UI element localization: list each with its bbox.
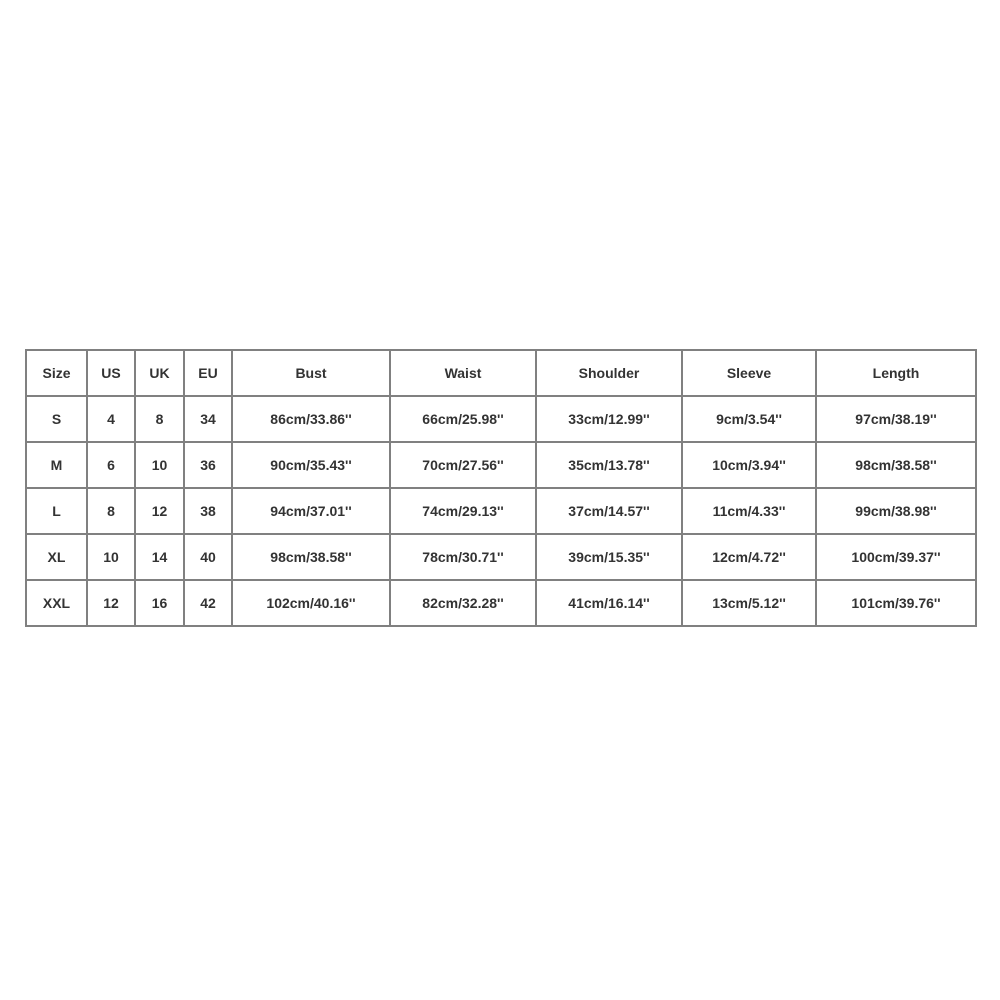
cell-length: 101cm/39.76'' (816, 580, 976, 626)
cell-shoulder: 35cm/13.78'' (536, 442, 682, 488)
cell-length: 97cm/38.19'' (816, 396, 976, 442)
table-row (26, 396, 976, 442)
cell-sleeve: 10cm/3.94'' (682, 442, 816, 488)
cell-length: 99cm/38.98'' (816, 488, 976, 534)
cell-uk: 10 (135, 442, 184, 488)
header-sleeve: Sleeve (682, 350, 816, 396)
table-row (26, 534, 976, 580)
cell-size: M (26, 442, 87, 488)
cell-us: 12 (87, 580, 135, 626)
table-row (26, 442, 976, 488)
cell-uk: 12 (135, 488, 184, 534)
cell-eu: 38 (184, 488, 232, 534)
header-waist: Waist (390, 350, 536, 396)
cell-sleeve: 9cm/3.54'' (682, 396, 816, 442)
table-row (26, 488, 976, 534)
cell-shoulder: 33cm/12.99'' (536, 396, 682, 442)
cell-us: 10 (87, 534, 135, 580)
cell-sleeve: 11cm/4.33'' (682, 488, 816, 534)
cell-us: 6 (87, 442, 135, 488)
cell-bust: 98cm/38.58'' (232, 534, 390, 580)
cell-waist: 66cm/25.98'' (390, 396, 536, 442)
cell-length: 100cm/39.37'' (816, 534, 976, 580)
header-row (26, 350, 976, 396)
cell-eu: 36 (184, 442, 232, 488)
cell-eu: 40 (184, 534, 232, 580)
header-length: Length (816, 350, 976, 396)
header-size: Size (26, 350, 87, 396)
header-shoulder: Shoulder (536, 350, 682, 396)
table-row (26, 580, 976, 626)
header-uk: UK (135, 350, 184, 396)
header-us: US (87, 350, 135, 396)
cell-eu: 34 (184, 396, 232, 442)
cell-waist: 78cm/30.71'' (390, 534, 536, 580)
size-chart-table (25, 349, 977, 627)
cell-size: XXL (26, 580, 87, 626)
cell-waist: 82cm/32.28'' (390, 580, 536, 626)
cell-shoulder: 37cm/14.57'' (536, 488, 682, 534)
cell-bust: 86cm/33.86'' (232, 396, 390, 442)
cell-bust: 90cm/35.43'' (232, 442, 390, 488)
cell-shoulder: 41cm/16.14'' (536, 580, 682, 626)
cell-size: XL (26, 534, 87, 580)
header-eu: EU (184, 350, 232, 396)
cell-length: 98cm/38.58'' (816, 442, 976, 488)
cell-uk: 8 (135, 396, 184, 442)
cell-shoulder: 39cm/15.35'' (536, 534, 682, 580)
header-bust: Bust (232, 350, 390, 396)
cell-waist: 74cm/29.13'' (390, 488, 536, 534)
cell-bust: 94cm/37.01'' (232, 488, 390, 534)
cell-sleeve: 13cm/5.12'' (682, 580, 816, 626)
cell-size: L (26, 488, 87, 534)
cell-bust: 102cm/40.16'' (232, 580, 390, 626)
cell-us: 8 (87, 488, 135, 534)
cell-waist: 70cm/27.56'' (390, 442, 536, 488)
cell-sleeve: 12cm/4.72'' (682, 534, 816, 580)
cell-uk: 16 (135, 580, 184, 626)
cell-eu: 42 (184, 580, 232, 626)
cell-us: 4 (87, 396, 135, 442)
cell-uk: 14 (135, 534, 184, 580)
cell-size: S (26, 396, 87, 442)
